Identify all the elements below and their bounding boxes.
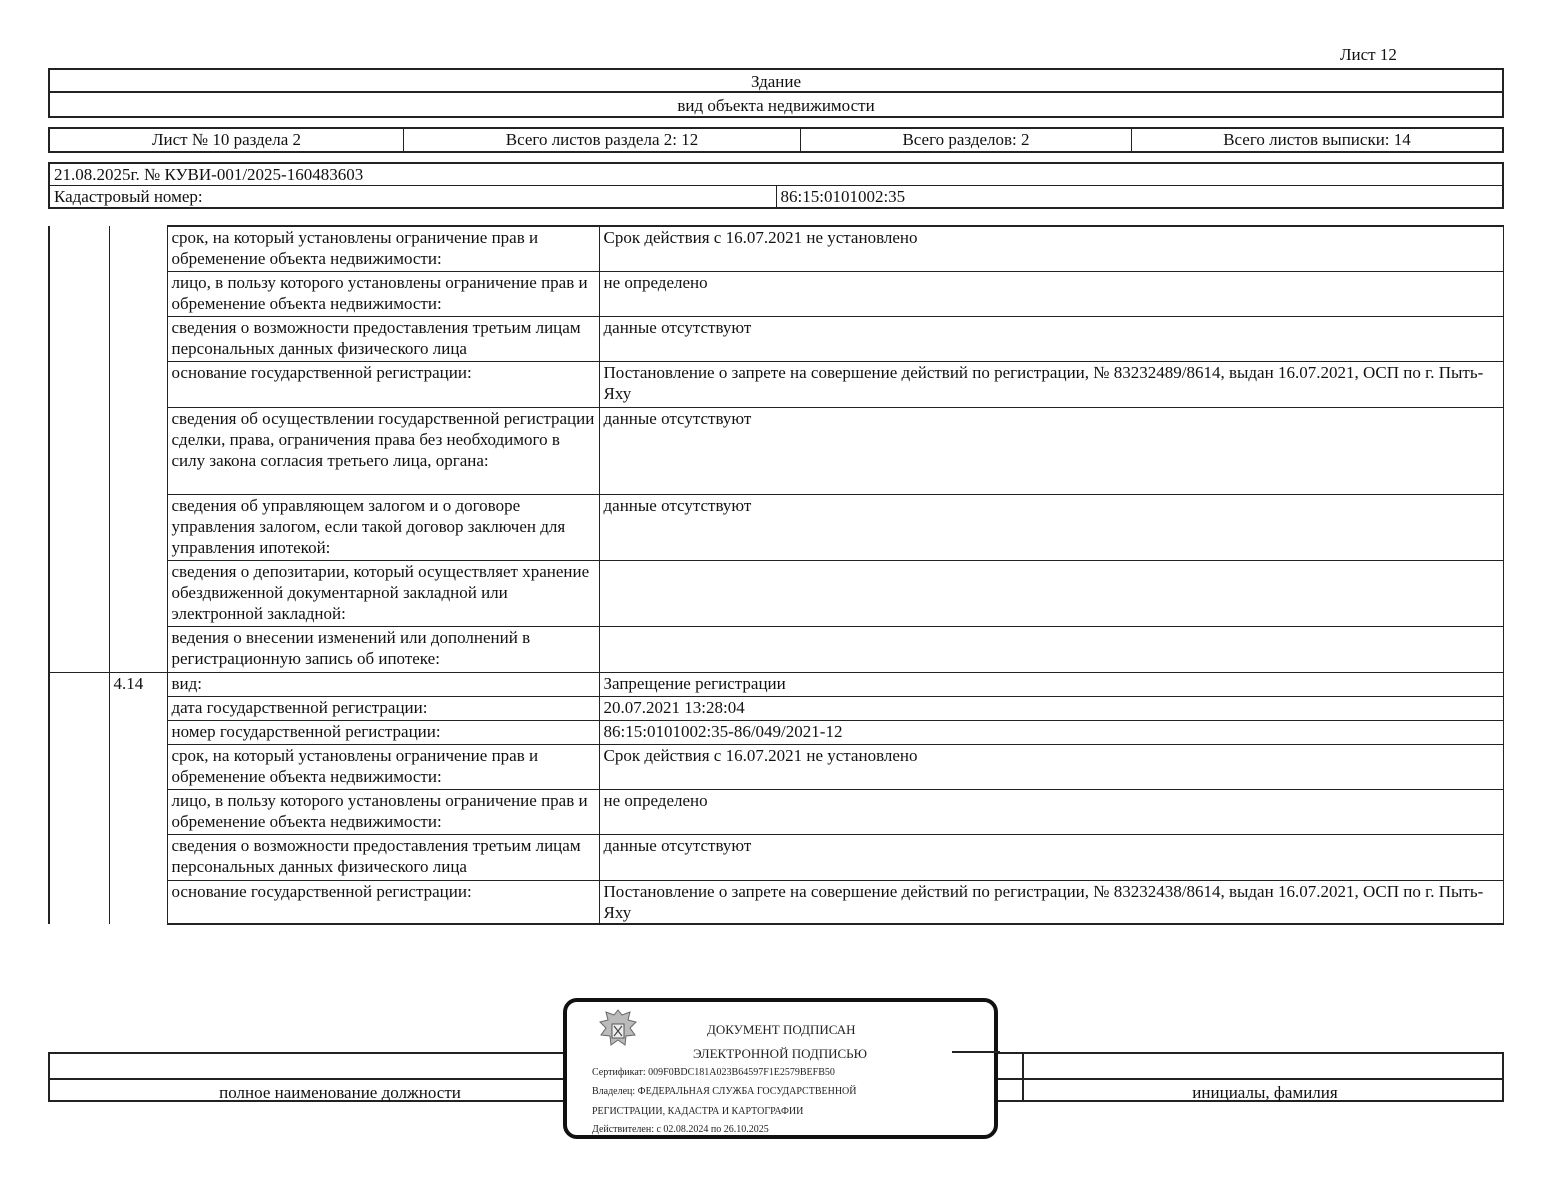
object-title-text: Здание [750,72,802,91]
row-value: данные отсутствуют [599,407,1504,494]
row-value: Срок действия с 16.07.2021 не установлено [599,226,1504,271]
table-row [49,361,1504,407]
cadastral-value-cell [776,186,1503,209]
extract-sheets: Всего листов выписки: 14 [1223,130,1411,149]
object-kind-text: вид объекта недвижимости [677,96,875,115]
row-label: лицо, в пользу которого установлены ограничение прав и обременение объекта недвижимости: [167,271,599,316]
row-value: Срок действия с 16.07.2021 не установлено [599,744,1504,789]
section-sheets-cell [404,128,801,152]
table-row [49,880,1504,924]
table-row [49,560,1504,626]
row-value [599,626,1504,672]
row-label: лицо, в пользу которого установлены ограничение прав и обременение объекта недвижимости: [167,789,599,834]
row-label: ведения о внесении изменений или дополнений в регистрационную запись об ипотеке: [167,626,599,672]
row-label: срок, на который установлены ограничение прав и обременение объекта недвижимости: [167,744,599,789]
table-row [49,316,1504,361]
stamp-line1: ДОКУМЕНТ ПОДПИСАН [707,1022,856,1037]
row-value [599,560,1504,626]
table-row [49,626,1504,672]
cadastral-label: Кадастровый номер: [54,187,203,206]
row-value: 20.07.2021 13:28:04 [599,696,1504,720]
encumbrance-table [48,225,1504,925]
section-sheets: Всего листов раздела 2: 12 [505,130,699,149]
stamp-certificate: Сертификат: 009F0BDC181A023B64597F1E2579BEFB50 [592,1067,835,1078]
position-caption: полное наименование должности [219,1083,461,1102]
cadastral-label-cell [49,186,776,209]
sections-total-cell [801,128,1132,152]
row-value: данные отсутствуют [599,834,1504,880]
table-row [49,789,1504,834]
table-row [49,720,1504,744]
entry-number: 4.14 [109,672,167,696]
signature-stamp [563,998,998,1139]
row-label: вид: [167,672,599,696]
row-label: основание государственной регистрации: [167,880,599,924]
table-row [49,696,1504,720]
table-row [49,407,1504,494]
sheet-no: Лист № 10 раздела 2 [152,130,301,149]
row-label: сведения о возможности предоставления третьим лицам персональных данных физического лица [167,316,599,361]
cadastral-number: 86:15:0101002:35 [780,187,906,206]
row-label: дата государственной регистрации: [167,696,599,720]
row-value: не определено [599,789,1504,834]
row-label: основание государственной регистрации: [167,361,599,407]
info-bar [48,127,1504,153]
stamp-right-line [952,1051,1000,1053]
object-title [48,68,1504,93]
emblem-icon [593,1006,643,1058]
stamp-owner-1: Владелец: ФЕДЕРАЛЬНАЯ СЛУЖБА ГОСУДАРСТВЕННОЙ [592,1086,857,1097]
table-row [49,834,1504,880]
doc-info [48,162,1504,209]
row-label: сведения об управляющем залогом и о договоре управления залогом, если такой договор заключен для управления ипотекой: [167,494,599,560]
object-kind [48,93,1504,118]
stamp-line2: ЭЛЕКТРОННОЙ ПОДПИСЬЮ [693,1046,867,1061]
row-label: номер государственной регистрации: [167,720,599,744]
row-value: 86:15:0101002:35-86/049/2021-12 [599,720,1504,744]
extract-sheets-cell [1132,128,1504,152]
stamp-owner-2: РЕГИСТРАЦИИ, КАДАСТРА И КАРТОГРАФИИ [592,1106,804,1117]
row-label: срок, на который установлены ограничение прав и обременение объекта недвижимости: [167,226,599,271]
row-label: сведения о депозитарии, который осуществляет хранение обездвиженной документарной закладной или электронной закладной: [167,560,599,626]
row-value: Постановление о запрете на совершение действий по регистрации, № 83232489/8614, выдан 16.07.2021, ОСП по г. Пыть-Яху [599,361,1504,407]
table-row [49,744,1504,789]
sections-total: Всего разделов: 2 [902,130,1030,149]
doc-ref: 21.08.2025г. № КУВИ-001/2025-160483603 [54,165,364,184]
sheet-number: Лист 12 [1340,45,1397,64]
row-label: сведения об осуществлении государственной регистрации сделки, права, ограничения права без необходимого в силу закона согласия третьего лица, органа: [167,407,599,494]
row-value: Постановление о запрете на совершение действий по регистрации, № 83232438/8614, выдан 16.07.2021, ОСП по г. Пыть-Яху [599,880,1504,924]
row-value: не определено [599,271,1504,316]
footer-col-divider [1022,1054,1024,1100]
table-row [49,271,1504,316]
sheet-no-cell [49,128,404,152]
table-row [49,494,1504,560]
row-value: Запрещение регистрации [599,672,1504,696]
doc-ref-cell [49,163,1503,186]
row-label: сведения о возможности предоставления третьим лицам персональных данных физического лица [167,834,599,880]
stamp-validity: Действителен: с 02.08.2024 по 26.10.2025 [592,1124,769,1135]
row-value: данные отсутствуют [599,494,1504,560]
row-value: данные отсутствуют [599,316,1504,361]
table-row [49,672,1504,696]
name-caption: инициалы, фамилия [1192,1083,1338,1102]
table-row [49,226,1504,271]
